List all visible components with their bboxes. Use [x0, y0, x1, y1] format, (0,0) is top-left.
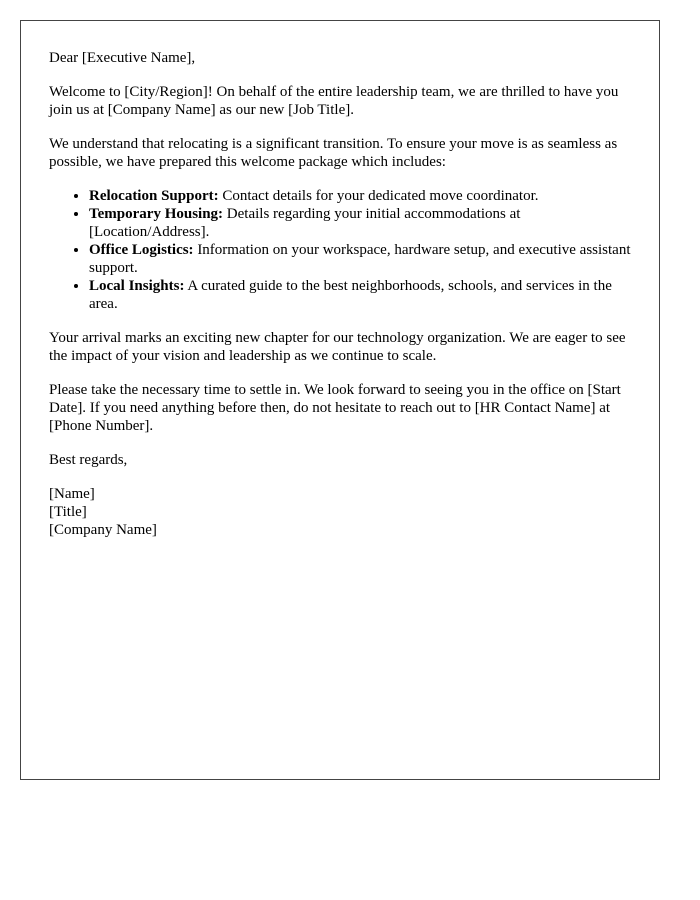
list-item-title: Relocation Support: — [89, 188, 219, 204]
signature-block — [49, 485, 631, 539]
signature-name: [Name] — [49, 486, 95, 502]
list-item-local-insights — [89, 277, 631, 313]
list-item-text: Information on your workspace, hardware setup, and executive assistant support. — [89, 242, 631, 276]
salutation: Dear [Executive Name], — [49, 50, 196, 66]
list-item-title: Temporary Housing: — [89, 206, 224, 222]
letter-page — [20, 20, 660, 780]
package-list — [49, 187, 631, 313]
list-item-title: Office Logistics: — [89, 242, 194, 258]
list-item-relocation-support — [89, 187, 631, 205]
welcome-paragraph: Welcome to [City/Region]! On behalf of the entire leadership team, we are thrilled to have you join us at [Company Name] as our new [Job Title]. — [49, 84, 619, 118]
list-item-title: Local Insights: — [89, 278, 185, 294]
settle-in-paragraph: Please take the necessary time to settle in. We look forward to seeing you in the office on [Start Date]. If you need anything before then, do not hesitate to reach out to [HR Contact Name] at [Phone Number]. — [49, 382, 621, 434]
list-item-office-logistics — [89, 241, 631, 277]
signature-title: [Title] — [49, 504, 87, 520]
list-item-text: Details regarding your initial accommodations at [Location/Address]. — [89, 206, 521, 240]
list-item-temporary-housing — [89, 205, 631, 241]
list-item-text: Contact details for your dedicated move coordinator. — [218, 188, 539, 204]
relocation-paragraph: We understand that relocating is a significant transition. To ensure your move is as seamless as possible, we have prepared this welcome package which includes: — [49, 136, 618, 170]
sign-off: Best regards, — [49, 452, 128, 468]
arrival-paragraph: Your arrival marks an exciting new chapter for our technology organization. We are eager to see the impact of your vision and leadership as we continue to scale. — [49, 330, 626, 364]
signature-company: [Company Name] — [49, 522, 157, 538]
list-item-text: A curated guide to the best neighborhoods, schools, and services in the area. — [89, 278, 612, 312]
